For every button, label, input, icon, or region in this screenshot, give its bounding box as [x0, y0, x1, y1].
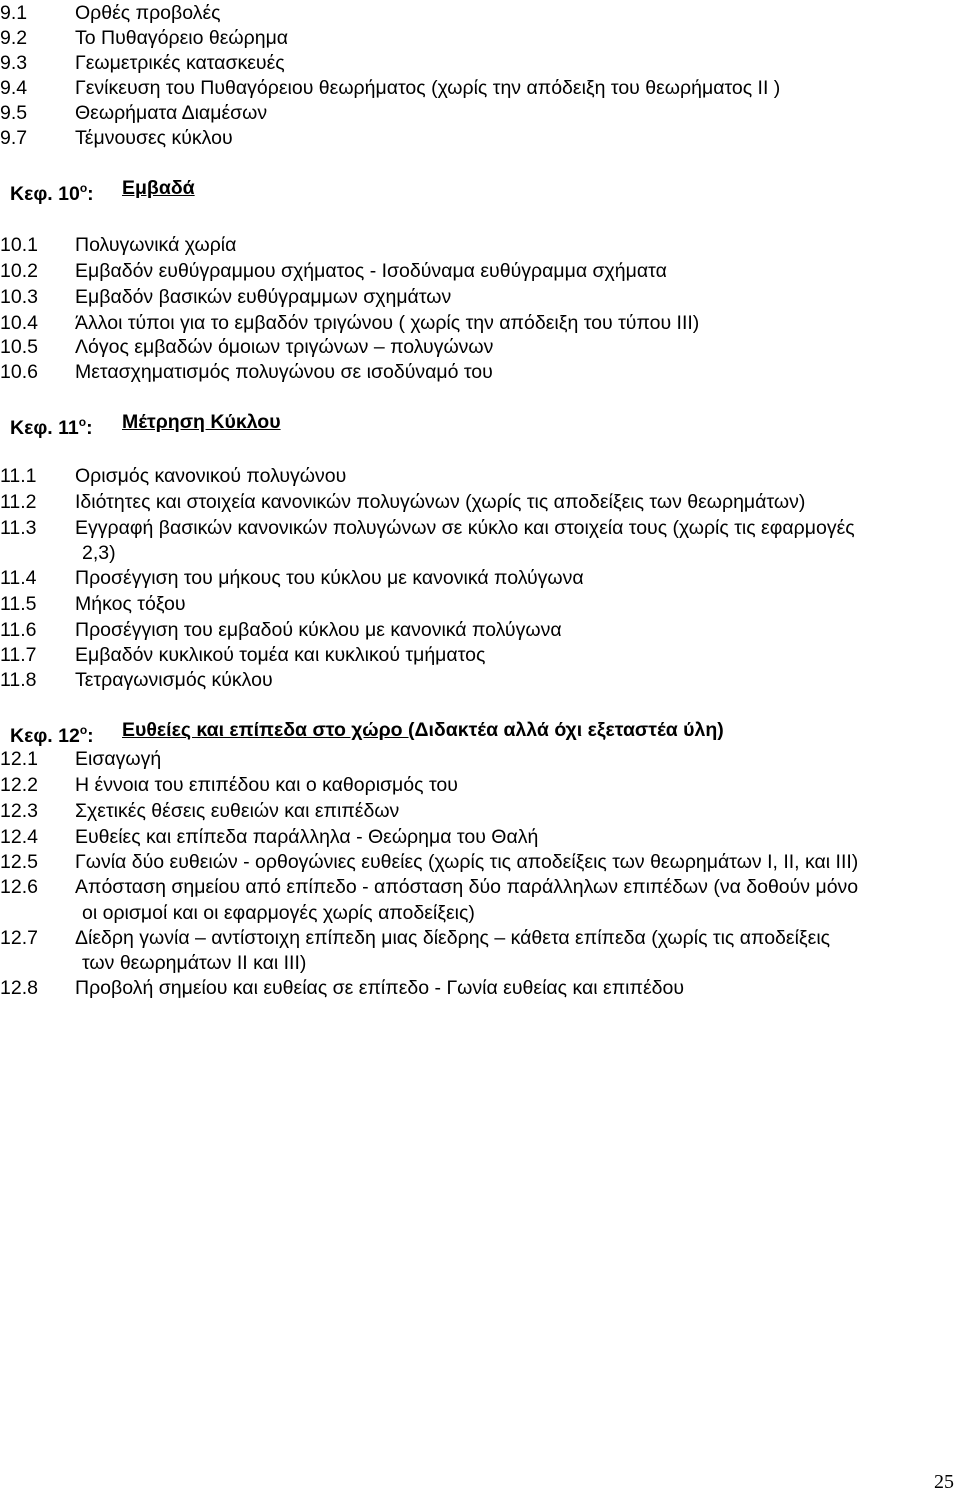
item-number: 10.1 — [0, 234, 38, 256]
item-text: Άλλοι τύποι για το εμβαδόν τριγώνου ( χωρίς την απόδειξη του τύπου ΙΙΙ) — [75, 312, 700, 334]
item-number: 11.5 — [0, 593, 37, 615]
item-number: 12.6 — [0, 876, 38, 898]
chapter-heading — [10, 717, 724, 749]
item-text: Ευθείες και επίπεδα παράλληλα - Θεώρημα του Θαλή — [75, 826, 539, 848]
item-number: 11.3 — [0, 517, 37, 539]
item-number: 10.4 — [0, 312, 38, 334]
item-number: 11.8 — [0, 669, 37, 691]
chapter-label: Κεφ. 12 — [10, 725, 80, 747]
item-text: Εμβαδόν ευθύγραμμου σχήματος - Ισοδύναμα ευθύγραμμα σχήματα — [75, 260, 667, 282]
chapter-colon: : — [87, 183, 94, 205]
item-text: Το Πυθαγόρειο θεώρημα — [75, 27, 289, 49]
item-number: 9.7 — [0, 127, 28, 149]
ordinal-marker: ο — [78, 415, 87, 429]
ordinal-marker: ο — [79, 181, 88, 195]
chapter-title: Εμβαδά — [122, 177, 195, 199]
item-text: Σχετικές θέσεις ευθειών και επιπέδων — [75, 800, 400, 822]
chapter-colon: : — [86, 417, 93, 439]
item-number: 11.2 — [0, 491, 37, 513]
item-number: 9.3 — [0, 52, 28, 74]
item-text-continued: 2,3) — [82, 542, 116, 564]
ordinal-marker: ο — [79, 723, 88, 737]
item-text-continued: οι ορισμοί και οι εφαρμογές χωρίς αποδείξεις) — [82, 902, 475, 924]
item-text: Προσέγγιση του μήκους του κύκλου με κανονικά πολύγωνα — [75, 567, 584, 589]
item-text: Εμβαδόν κυκλικού τομέα και κυκλικού τμήματος — [75, 644, 486, 666]
item-text-continued: των θεωρημάτων ΙΙ και ΙΙΙ) — [82, 952, 307, 974]
item-text: Μήκος τόξου — [75, 593, 186, 615]
item-text: Προσέγγιση του εμβαδού κύκλου με κανονικά πολύγωνα — [75, 619, 562, 641]
item-number: 12.4 — [0, 826, 38, 848]
item-number: 11.1 — [0, 465, 37, 487]
item-text: Ιδιότητες και στοιχεία κανονικών πολυγώνων (χωρίς τις αποδείξεις των θεωρημάτων) — [75, 491, 806, 513]
item-text: Απόσταση σημείου από επίπεδο - απόσταση δύο παράλληλων επιπέδων (να δοθούν μόνο — [75, 876, 859, 898]
item-text: Ορισμός κανονικού πολυγώνου — [75, 465, 347, 487]
item-text: Εμβαδόν βασικών ευθύγραμμων σχημάτων — [75, 286, 452, 308]
item-text: Ορθές προβολές — [75, 2, 221, 24]
item-text: Πολυγωνικά χωρία — [75, 234, 237, 256]
item-number: 11.6 — [0, 619, 37, 641]
item-number: 12.3 — [0, 800, 38, 822]
chapter-title-group — [122, 717, 724, 743]
item-text: Εγγραφή βασικών κανονικών πολυγώνων σε κύκλο και στοιχεία τους (χωρίς τις εφαρμογές — [75, 517, 855, 539]
item-text: Δίεδρη γωνία – αντίστοιχη επίπεδη μιας δίεδρης – κάθετα επίπεδα (χωρίς τις αποδείξεις — [75, 927, 831, 949]
item-number: 12.2 — [0, 774, 38, 796]
chapter-label: Κεφ. 11 — [10, 417, 79, 439]
item-number: 12.5 — [0, 851, 38, 873]
item-text: Θεωρήματα Διαμέσων — [75, 102, 268, 124]
item-number: 12.7 — [0, 927, 38, 949]
item-number: 10.3 — [0, 286, 38, 308]
chapter-label: Κεφ. 10 — [10, 183, 80, 205]
item-text: Προβολή σημείου και ευθείας σε επίπεδο - Γωνία ευθείας και επιπέδου — [75, 977, 685, 999]
item-text: Γενίκευση του Πυθαγόρειου θεωρήματος (χωρίς την απόδειξη του θεωρήματος ΙΙ ) — [75, 77, 781, 99]
item-text: Η έννοια του επιπέδου και ο καθορισμός του — [75, 774, 458, 796]
item-text: Γωνία δύο ευθειών - ορθογώνιες ευθείες (χωρίς τις αποδείξεις των θεωρημάτων Ι, ΙΙ, και ΙΙΙ) — [75, 851, 859, 873]
chapter-colon: : — [87, 725, 94, 747]
item-text: Μετασχηματισμός πολυγώνου σε ισοδύναμό του — [75, 361, 493, 383]
item-number: 9.5 — [0, 102, 28, 124]
page-number: 25 — [934, 1471, 954, 1493]
item-number: 9.1 — [0, 2, 28, 24]
item-number: 10.5 — [0, 336, 38, 358]
item-number: 10.2 — [0, 260, 38, 282]
item-number: 9.4 — [0, 77, 28, 99]
item-text: Γεωμετρικές κατασκευές — [75, 52, 285, 74]
item-number: 11.4 — [0, 567, 37, 589]
chapter-title: Μέτρηση Κύκλου — [122, 411, 281, 433]
chapter-title: Ευθείες και επίπεδα στο χώρο ( — [122, 719, 415, 741]
item-text: Εισαγωγή — [75, 748, 162, 770]
item-number: 12.8 — [0, 977, 38, 999]
chapter-heading — [10, 175, 195, 207]
item-text: Λόγος εμβαδών όμοιων τριγώνων – πολυγώνων — [75, 336, 494, 358]
item-text: Τέμνουσες κύκλου — [75, 127, 233, 149]
item-number: 11.7 — [0, 644, 37, 666]
item-number: 10.6 — [0, 361, 38, 383]
item-number: 12.1 — [0, 748, 38, 770]
chapter-heading — [10, 409, 281, 441]
item-number: 9.2 — [0, 27, 28, 49]
item-text: Τετραγωνισμός κύκλου — [75, 669, 273, 691]
chapter-note: Διδακτέα αλλά όχι εξεταστέα ύλη) — [414, 719, 724, 741]
